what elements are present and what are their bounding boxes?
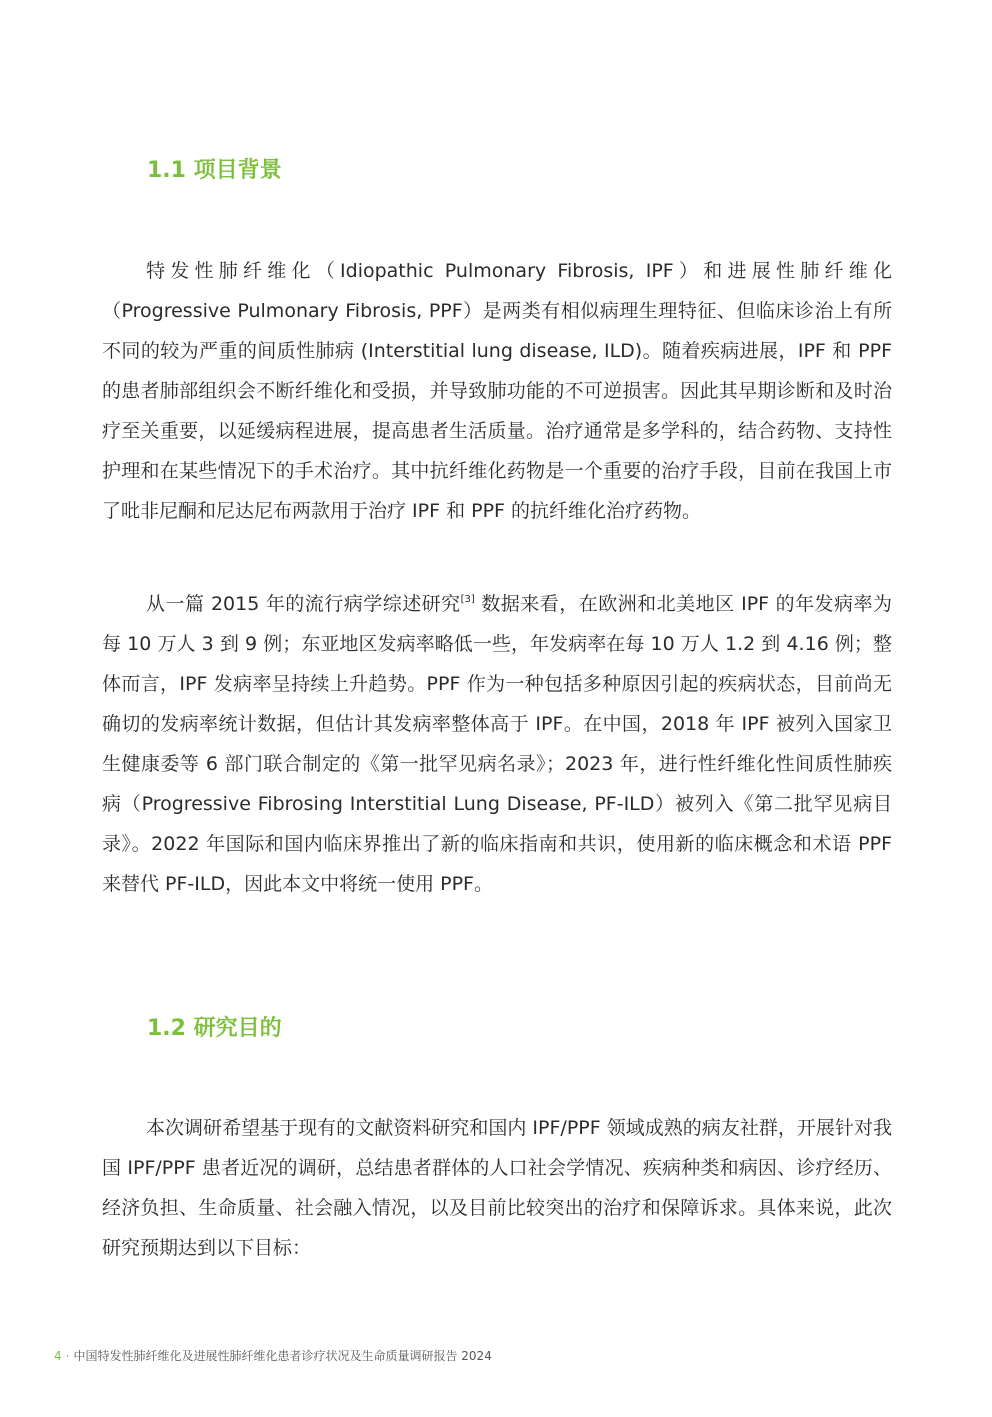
paragraph-text: 从一篇 2015 年的流行病学综述研究: [146, 593, 461, 615]
section-heading-objectives: 1.2 研究目的: [147, 1016, 282, 1041]
footer-separator: ·: [65, 1349, 70, 1363]
objectives-paragraph: 本次调研希望基于现有的文献资料研究和国内 IPF/PPF 领域成熟的病友社群，开展针对我国 IPF/PPF 患者近况的调研，总结患者群体的人口社会学情况、疾病种类和病因、诊疗经历、经济负担、生命质量、社会融入情况，以及目前比较突出的治疗和保障诉求。具体来说，此次研究预期达到以下目标：: [102, 1117, 892, 1259]
background-paragraph-2: [102, 584, 892, 904]
page-footer: [54, 1347, 492, 1365]
page-number: 4: [54, 1349, 62, 1363]
background-paragraph-1: 特发性肺纤维化（Idiopathic Pulmonary Fibrosis, IPF）和进展性肺纤维化（Progressive Pulmonary Fibrosis, PPF）是两类有相似病理生理特征、但临床诊治上有所不同的较为严重的间质性肺病 (Interstitial lung disease, ILD)。随着疾病进展，IPF 和 PPF 的患者肺部组织会不断纤维化和受损，并导致肺功能的不可逆损害。因此其早期诊断和及时治疗至关重要，以延缓病程进展，提高患者生活质量。治疗通常是多学科的，结合药物、支持性护理和在某些情况下的手术治疗。其中抗纤维化药物是一个重要的治疗手段，目前在我国上市了吡非尼酮和尼达尼布两款用于治疗 IPF 和 PPF 的抗纤维化治疗药物。: [102, 260, 892, 522]
paragraph-text: 数据来看，在欧洲和北美地区 IPF 的年发病率为每 10 万人 3 到 9 例；东亚地区发病率略低一些，年发病率在每 10 万人 1.2 到 4.16 例；整体而言，IPF 发病率呈持续上升趋势。PPF 作为一种包括多种原因引起的疾病状态，目前尚无确切的发病率统计数据，但估计其发病率整体高于 IPF。在中国，2018 年 IPF 被列入国家卫生健康委等 6 部门联合制定的《第一批罕见病名录》；2023 年，进行性纤维化性间质性肺疾病（Progressive Fibrosing Interstitial Lung Disease, PF-ILD）被列入《第二批罕见病目录》。2022 年国际和国内临床界推出了新的临床指南和共识，使用新的临床概念和术语 PPF 来替代 PF-ILD，因此本文中将统一使用 PPF。: [102, 593, 892, 895]
footer-report-title: 中国特发性肺纤维化及进展性肺纤维化患者诊疗状况及生命质量调研报告 2024: [73, 1349, 492, 1363]
citation-reference: [3]: [460, 594, 475, 605]
section-heading-background: 1.1 项目背景: [147, 158, 282, 183]
